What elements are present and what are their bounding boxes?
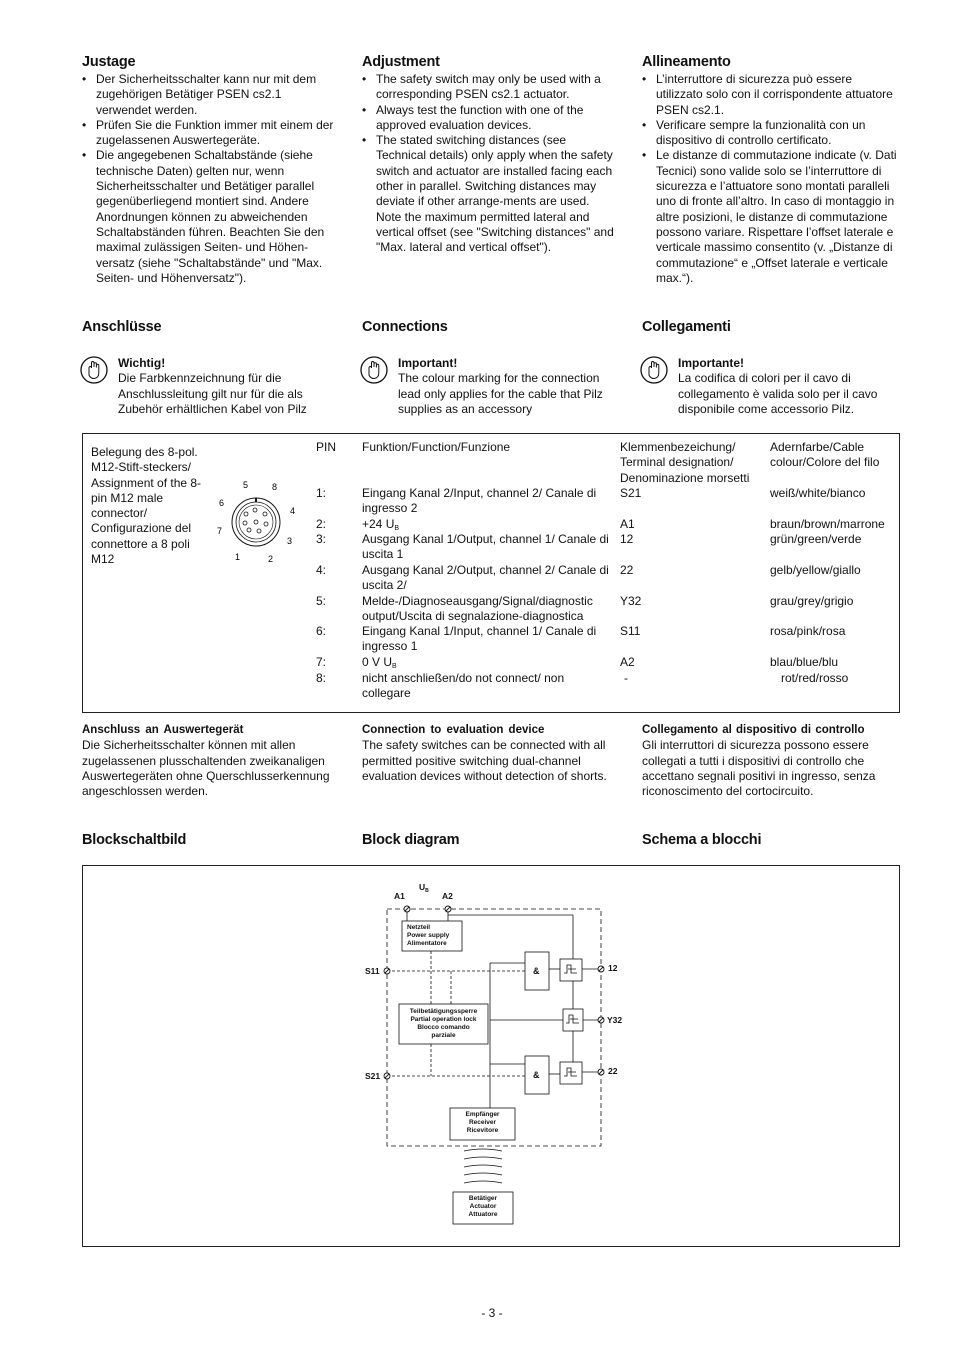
- heading-connections: Connections: [362, 319, 448, 335]
- terminal-s11-label: S11: [365, 966, 380, 976]
- colour-cell: rot/red/rosso: [781, 671, 849, 685]
- terminal-22-label: 22: [608, 1066, 618, 1076]
- heading-adjustment: Adjustment: [362, 54, 440, 70]
- colour-cell: grau/grey/grigio: [770, 594, 854, 608]
- heading-blockschaltbild: Blockschaltbild: [82, 832, 187, 848]
- pin-number: 8: [272, 482, 278, 492]
- lock-label: Partial operation lock: [410, 1016, 477, 1023]
- pin-number: 2: [268, 554, 274, 564]
- psu-label: Netzteil: [407, 924, 431, 931]
- eval-body: Gli interruttori di sicurezza possono essere collegati a tutti i dispositivi di controllo che accettano segnali positivi in ingresso, senza riconoscimento del cortocircuito.: [642, 738, 876, 799]
- eval-it: [642, 723, 900, 799]
- lock-label: Teilbetätigungssperre: [409, 1008, 478, 1015]
- note-title: Wichtig!: [118, 356, 166, 370]
- terminal-cell: 12: [620, 532, 634, 546]
- pin-number: 1: [235, 552, 241, 562]
- actuator-label: Betätiger: [468, 1195, 498, 1202]
- list-item: • Le distanze di commutazione indicate (v. Dati Tecnici) sono valide solo se l’interruttore di sicurezza e l’attuatore sono montati paralleli uno di fronte all’altro. In caso di montaggio in altre posizioni, le distanze di commutazione possono variare. Rispettare l’offset laterale e verticale massimo consentito (v. „Distanze di commutazione“ e „Offset laterale e verticale max.“).: [642, 148, 898, 286]
- terminal-cell: S21: [620, 486, 642, 500]
- heading-schema-blocchi: Schema a blocchi: [642, 832, 762, 848]
- heading-anschluesse: Anschlüsse: [82, 319, 162, 335]
- adjust-list-de: [82, 72, 340, 286]
- list-item: • Prüfen Sie die Funktion immer mit einem der zugelassenen Auswertegeräte.: [82, 118, 340, 149]
- psu-label: Alimentatore: [407, 940, 447, 947]
- attention-hand-icon: [80, 356, 108, 384]
- terminal-12-label: 12: [608, 963, 618, 973]
- function-cell: Ausgang Kanal 2/Output, channel 2/ Canale di uscita 2/: [362, 563, 609, 593]
- eval-heading: Connection to evaluation device: [362, 724, 545, 736]
- heading-block-diagram: Block diagram: [362, 832, 460, 848]
- receiver-label: Receiver: [468, 1119, 497, 1126]
- eval-body: The safety switches can be connected with all permitted positive switching dual-channel evaluation devices without detection of shorts.: [362, 738, 607, 783]
- function-cell: Eingang Kanal 2/Input, channel 2/ Canale di ingresso 2: [362, 486, 597, 516]
- pin-cell: 7:: [316, 655, 327, 669]
- terminal-cell: 22: [620, 563, 634, 577]
- eval-de: [82, 723, 340, 799]
- header-terminal: Klemmenbezeichung/ Terminal designation/ Denominazione morsetti: [620, 440, 750, 485]
- and-gate-label: &: [533, 1070, 540, 1080]
- function-text: 0 V U: [362, 655, 393, 669]
- actuator-label: Actuator: [469, 1203, 497, 1210]
- attention-hand-icon: [640, 356, 668, 384]
- pin-number: 4: [290, 506, 296, 516]
- terminal-cell: -: [624, 671, 628, 685]
- pin-cell: 4:: [316, 563, 327, 577]
- heading-collegamenti: Collegamenti: [642, 319, 731, 335]
- function-cell: nicht anschließen/do not connect/ non collegare: [362, 671, 565, 701]
- colour-cell: weiß/white/bianco: [770, 486, 866, 500]
- pin-cell: 5:: [316, 594, 327, 608]
- note-body: La codifica di colori per il cavo di collegamento è valida solo per il cavo disponibile come accessorio Pilz.: [678, 371, 878, 416]
- pin-cell: 3:: [316, 532, 327, 546]
- terminal-cell: A1: [620, 517, 635, 531]
- block-diagram: [83, 866, 899, 1246]
- note-de: [80, 356, 342, 417]
- pin-number: 3: [287, 536, 293, 546]
- pin-number: 6: [219, 498, 225, 508]
- list-item: • The safety switch may only be used with a corresponding PSEN cs2.1 actuator.: [362, 72, 618, 103]
- terminal-a1-label: A1: [394, 891, 405, 901]
- note-it: [640, 356, 902, 417]
- note-body: Die Farbkennzeichnung für die Anschlussleitung gilt nur für die als Zubehör erhältlichen Kabel von Pilz: [118, 371, 307, 416]
- terminal-y32-label: Y32: [607, 1015, 623, 1025]
- psu-label: Power supply: [407, 932, 450, 939]
- terminal-cell: Y32: [620, 594, 642, 608]
- receiver-label: Empfänger: [465, 1111, 500, 1118]
- and-gate-label: &: [533, 966, 540, 976]
- note-en: [360, 356, 622, 417]
- function-text: +24 U: [362, 517, 395, 531]
- colour-cell: rosa/pink/rosa: [770, 624, 846, 638]
- page-number: - 3 -: [481, 1306, 503, 1320]
- note-title: Important!: [398, 356, 458, 370]
- ub-label: U: [419, 882, 426, 892]
- m12-connector-pinout: [211, 472, 301, 568]
- actuator-label: Attuatore: [468, 1211, 498, 1218]
- function-cell: Ausgang Kanal 1/Output, channel 1/ Canale di uscita 1: [362, 532, 609, 562]
- function-cell: Eingang Kanal 1/Input, channel 1/ Canale di ingresso 1: [362, 624, 597, 654]
- heading-justage: Justage: [82, 54, 136, 70]
- list-item: • Always test the function with one of the approved evaluation devices.: [362, 103, 618, 134]
- pin-number: 5: [243, 480, 249, 490]
- function-cell: Melde-/Diagnoseausgang/Signal/diagnostic output/Uscita di segnalazione-diagnostica: [362, 594, 593, 624]
- pin-cell: 6:: [316, 624, 327, 638]
- function-subscript: B: [392, 663, 397, 670]
- note-body: The colour marking for the connection lead only applies for the cable that Pilz supplies as an accessory: [398, 371, 603, 416]
- terminal-cell: A2: [620, 655, 635, 669]
- colour-cell: gelb/yellow/giallo: [770, 563, 861, 577]
- colour-cell: grün/green/verde: [770, 532, 862, 546]
- lock-label: parziale: [431, 1032, 456, 1039]
- eval-heading: Anschluss an Auswertegerät: [82, 724, 244, 736]
- list-item: • Die angegebenen Schaltabstände (siehe technische Daten) gelten nur, wenn Sicherheitsschalter und Betätiger parallel gegenüberliegend montiert sind. Andere Anordnungen können zu abweichenden Schaltabständen führen. Beachten Sie den maximal zulässigen Seiten- und Höhen-versatz (siehe "Schaltabstände" und "Max. Seiten- und Höhenversatz").: [82, 148, 340, 286]
- terminal-a2-label: A2: [442, 891, 453, 901]
- eval-heading: Collegamento al dispositivo di controllo: [642, 724, 865, 736]
- terminal-cell: S11: [620, 624, 641, 638]
- function-subscript: B: [394, 525, 400, 532]
- pin-cell: 1:: [316, 486, 327, 500]
- block-diagram-frame: [82, 865, 900, 1247]
- connector-label: Belegung des 8-pol. M12-Stift-steckers/ Assignment of the 8-pin M12 male connector/ Configurazione del connettore a 8 poli M12: [91, 445, 202, 567]
- list-item: • Verificare sempre la funzionalità con un dispositivo di controllo certificato.: [642, 118, 898, 149]
- list-item: • The stated switching distances (see Technical details) only apply when the safety switch and actuator are installed facing each other in parallel. Switching distances may deviate if other arrange-ments are used. Note the maximum permitted lateral and vertical offset (see "Switching distances" and "Max. lateral and vertical offset").: [362, 133, 618, 255]
- note-title: Importante!: [678, 356, 744, 370]
- eval-body: Die Sicherheitsschalter können mit allen zugelassenen plusschaltenden zweikanaligen Auswertegeräten ohne Querschlusserkennung angeschlossen werden.: [82, 738, 330, 799]
- lock-label: Blocco comando: [417, 1024, 470, 1031]
- header-pin: PIN: [316, 440, 337, 454]
- eval-en: [362, 723, 618, 784]
- adjust-list-it: [642, 72, 898, 286]
- pin-cell: 8:: [316, 671, 327, 685]
- header-colour: Adernfarbe/Cable colour/Colore del filo: [770, 440, 880, 470]
- header-function: Funktion/Function/Funzione: [362, 440, 511, 454]
- pin-table: [82, 433, 900, 713]
- list-item: • Der Sicherheitsschalter kann nur mit dem zugehörigen Betätiger PSEN cs2.1 verwendet werden.: [82, 72, 340, 118]
- adjust-list-en: [362, 72, 618, 256]
- pin-number: 7: [217, 526, 223, 536]
- pin-cell: 2:: [316, 517, 327, 531]
- list-item: • L’interruttore di sicurezza può essere utilizzato solo con il corrispondente attuatore PSEN cs2.1.: [642, 72, 898, 118]
- colour-cell: braun/brown/marrone: [770, 517, 885, 531]
- ub-subscript: B: [425, 888, 429, 894]
- attention-hand-icon: [360, 356, 388, 384]
- heading-allineamento: Allineamento: [642, 54, 731, 70]
- svg-text:UB: [419, 882, 429, 894]
- receiver-label: Ricevitore: [466, 1127, 499, 1134]
- colour-cell: blau/blue/blu: [770, 655, 839, 669]
- terminal-s21-label: S21: [365, 1071, 381, 1081]
